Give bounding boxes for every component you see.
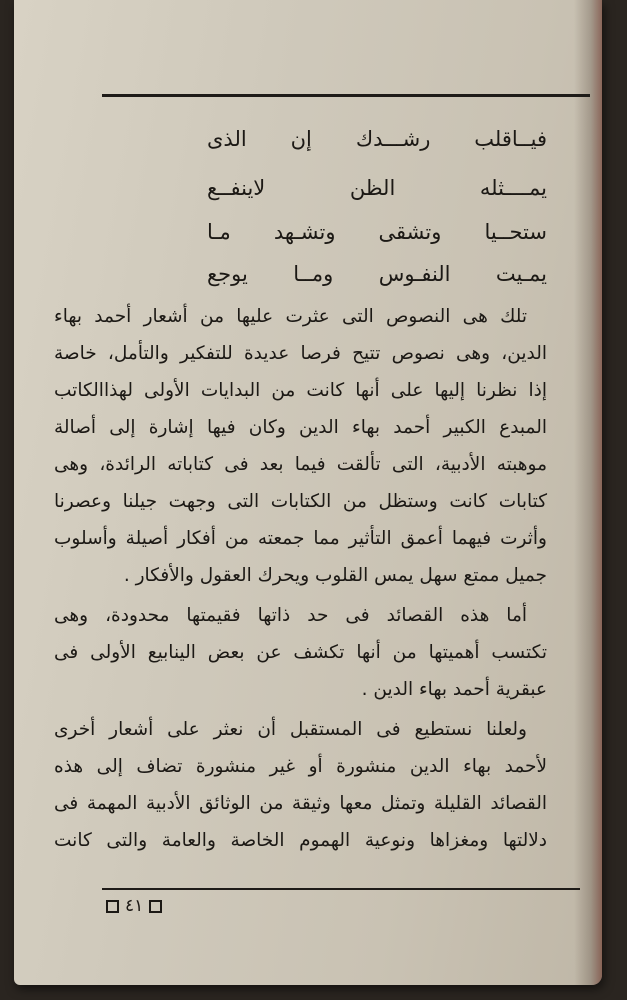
- paragraph-1-line-6: كتابات كانت وستظل من الكتابات التى وجهت جيلنا وعصرنا: [54, 491, 547, 512]
- page-number-footer: [106, 896, 162, 916]
- paragraph-1-line-3: إذا نظرنا إليها على أنها كانت من البدايات الأولى لهذاالكاتب: [54, 380, 547, 401]
- paragraph-2-line-1: أما هذه القصائد فى حد ذاتها فقيمتها محدودة، وهى: [54, 605, 527, 626]
- header-rule: [102, 94, 590, 97]
- paragraph-1-line-7: وأثرت فيهما أعمق التأثير مما جمعته من أفكار أصيلة وأسلوب: [54, 528, 547, 549]
- book-page: [14, 0, 602, 985]
- paragraph-1-line-4: المبدع الكبير أحمد بهاء الدين وكان فيها إشارة إلى أصالة: [54, 417, 547, 438]
- paragraph-1-line-8: جميل ممتع سهل يمس القلوب ويحرك العقول والأفكار .: [123, 565, 547, 586]
- paragraph-3-line-3: القصائد القليلة وتمثل معها وثيقة من الوثائق الأدبية المهمة فى: [54, 793, 547, 814]
- paragraph-3-line-2: لأحمد بهاء الدين منشورة أو غير منشورة تضاف إلى هذه: [54, 756, 547, 777]
- square-ornament-icon: [106, 900, 119, 913]
- paragraph-1-line-1: تلك هى النصوص التى عثرت عليها من أشعار أحمد بهاء: [54, 306, 527, 327]
- paragraph-3-line-1: ولعلنا نستطيع فى المستقبل أن نعثر على أشعار أخرى: [54, 719, 527, 740]
- paragraph-2-line-3: عبقرية أحمد بهاء الدين .: [361, 679, 547, 700]
- page-spine-shadow: [574, 0, 602, 985]
- poem-line-2: يمــــثله الظن لاينفــع: [207, 176, 547, 200]
- paragraph-2-line-2: تكتسب أهميتها من أنها تكشف عن بعض الينابيع الأولى فى: [54, 642, 547, 663]
- paragraph-1-line-5: موهبته الأدبية، التى تألقت فيما بعد فى كتاباته الرائدة، وهى: [54, 454, 547, 475]
- square-ornament-icon: [149, 900, 162, 913]
- paragraph-1-line-2: الدين، وهى نصوص تتيح فرصا عديدة للتفكير والتأمل، خاصة: [54, 343, 547, 364]
- poem-line-3: ستحــيا وتشقى وتشـهد مـا: [207, 220, 547, 244]
- page-number: ٤١: [125, 896, 144, 916]
- poem-line-1: فيــاقلب رشـــدك إن الذى: [207, 127, 547, 151]
- footer-rule: [102, 888, 580, 890]
- poem-line-4: يمـيت النفـوس ومــا يوجع: [207, 262, 547, 286]
- paragraph-3-line-4: دلالتها ومغزاها ونوعية الهموم الخاصة والعامة والتى كانت: [54, 830, 547, 851]
